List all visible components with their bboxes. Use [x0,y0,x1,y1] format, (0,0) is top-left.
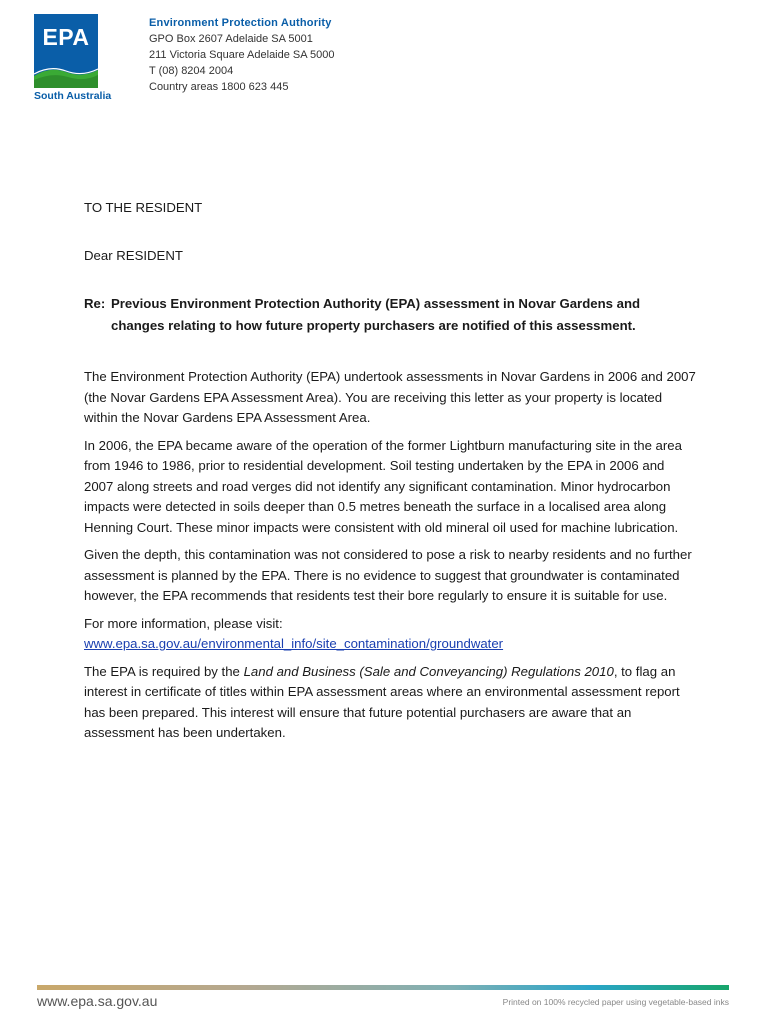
groundwater-info-link[interactable]: www.epa.sa.gov.au/environmental_info/site_contamination/groundwater [84,636,504,651]
footer-gradient-bar [37,985,729,990]
letterhead-address [149,15,335,95]
epa-logo-caption: South Australia [34,90,112,102]
footer-recycled-note: Printed on 100% recycled paper using vegetable-based inks [502,997,729,1007]
paragraph-risk: Given the depth, this contamination was not considered to pose a risk to nearby residents and no further assessment is planned by the EPA. There is no evidence to suggest that groundwater is contaminated however, the EPA recommends that residents test their bore regularly to ensure it is suitable for use. [84,547,692,603]
letter-body [84,198,696,744]
organisation-name: Environment Protection Authority [149,17,332,29]
address-line-postal: GPO Box 2607 Adelaide SA 5001 [149,33,313,45]
paragraph-regulations [84,662,696,744]
subject-text: Previous Environment Protection Authority (EPA) assessment in Novar Gardens and changes relating to how future property purchasers are notified of this assessment. [111,296,641,333]
more-information [84,614,696,655]
epa-logo-badge [34,14,98,88]
subject-prefix: Re: [84,296,106,311]
address-line-phone: T (08) 8204 2004 [149,65,234,77]
epa-logo-text: EPA [42,24,90,50]
footer-website[interactable]: www.epa.sa.gov.au [37,993,158,1009]
more-info-label: For more information, please visit: [84,615,283,631]
subject-line [84,293,696,337]
address-line-street: 211 Victoria Square Adelaide SA 5000 [149,49,335,61]
address-line-country: Country areas 1800 623 445 [149,81,289,93]
regulations-title: Land and Business (Sale and Conveyancing) Regulations 2010 [243,663,614,679]
salutation: Dear RESIDENT [84,247,183,263]
recipient-line: TO THE RESIDENT [84,200,203,215]
paragraph-assessment-intro: The Environment Protection Authority (EPA) undertook assessments in Novar Gardens in 2006 and 2007 (the Novar Gardens EPA Assessment Area). You are receiving this letter as your property is located within the Novar Gardens EPA Assessment Area. [84,369,696,425]
regulations-text-after: , to flag an interest in certificate of titles within EPA assessment areas where an environmental assessment report has been prepared. This interest will ensure that future potential purchasers are aware that an assessment has been undertaken. [84,663,680,740]
landscape-wave-icon [34,62,98,88]
paragraph-history: In 2006, the EPA became aware of the operation of the former Lightburn manufacturing site in the area from 1946 to 1986, prior to residential development. Soil testing undertaken by the EPA in 2006 and 2007 along streets and road verges did not identify any significant contamination. Minor hydrocarbon impacts were detected in soils deeper than 0.5 metres beneath the surface in a localised area along Henning Court. These minor impacts were consistent with old mineral oil used for machine lubrication. [84,437,682,535]
epa-logo [34,14,116,102]
regulations-text-before: The EPA is required by the [84,663,244,679]
